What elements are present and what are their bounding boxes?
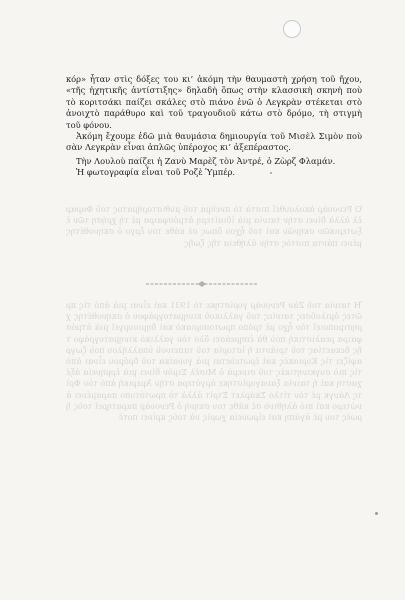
ornament-divider — [146, 281, 258, 287]
paragraph-cast: Τὴν Λουλοὺ παίζει ἡ Ζανὺ Μαρὲζ τὸν Ἀντρέ, ὁ Ζὼρζ Φλαμάν. — [76, 155, 336, 166]
bleed-through-text-top: Ὁ Ρενουὰρ ἀκολουθεῖ πιστὰ τὸ πνεῦμα τοῦ μυθιστορήματος τοῦ Φαραρὲλ ἀλλὰ δίνει στὴν ταινία μιὰ ἰδιαίτερη ἀτμόσφαιρα μὲ τὴ χρήση τῶν ἐξωτερικῶν σκηνῶν καὶ τοῦ ἦχου ὅπως σὲ κάθε του ἔργο ὁ σκηνοθέτης μένει πάντα πιστὸς στὴν ἀλήθεια τῆς ζωῆς — [66, 204, 362, 248]
paper-speck — [270, 172, 272, 174]
paragraph-photography: Ἡ φωτογραφία εἶναι τοῦ Ροζὲ Ὑμπέρ. — [76, 167, 236, 178]
article-text — [66, 74, 362, 179]
punch-hole — [283, 20, 301, 38]
paragraph-closing-critique: κόρ» ἦταν στὶς δόξες του κι’ ἀκόμη τὴν θαυμαστὴ χρήση τοῦ ἤχου, «τῆς ἠχητικῆς ἀντίστιξης» δηλαδὴ ὅπως στὴν κλασσικὴ σκηνὴ ποὺ τὸ κοριτσάκι παίζει σκάλες στὸ πιάνο ἐνῶ ὁ Λεγκρὰν στέκεται στὸ ἀνοιχτὸ παράθυρο καὶ τοῦ τραγουδιοῦ κάτω στὸ δρόμο, τὴ στιγμὴ τοῦ φόνου. — [66, 74, 362, 130]
paragraph-michel-simon: Ἀκόμη ἔχουμε ἐδῶ μιὰ θαυμάσια δημιουργία τοῦ Μισὲλ Σιμὸν ποὺ σὰν Λεγκρὰν εἶναι ἁπλῶς ὑπέροχος κι’ ἀξεπέραστος. — [66, 131, 362, 153]
paper-speck — [375, 512, 378, 515]
bleed-through-text-bottom: Ἡ ταινία τοῦ Ζὰν Ρενουὰρ γυρίστηκε τὸ 1931 καὶ εἶναι μιὰ ἀπὸ τὶς πρῶτες ὁμιλοῦσες ταινίες τοῦ γαλλικοῦ κινηματογράφου ὁ σκηνοθέτης χρησιμοποιεῖ τὸν ἦχο μὲ τρόπο πρωτοποριακὸ καὶ δημιουργεῖ μιὰ ἀτμόσφαιρα ρεαλιστικὴ ποὺ θὰ ἐπηρεάσει ὅλο τὸν γαλλικὸ κινηματογράφο τῆς δεκαετίας τοῦ τριάντα ἡ ἱστορία τοῦ ταπεινοῦ ὑπαλλήλου ποὺ ζωγραφίζει τὶς Κυριακὲς καὶ ἐρωτεύεται μιὰ γυναίκα τοῦ δρόμου εἶναι ἀπὸ τὶς πιὸ συγκινητικὲς τοῦ σινεμὰ ὁ Μισὲλ Σιμὸν δίνει μιὰ ἑρμηνεία ἀξέχαστη καὶ ἡ ταινία ξαναγυρίστηκε ἀργότερα στὴν Ἀμερικὴ ἀπὸ τὸν Φρὶτς Λάνγκ μὲ τὸν τίτλο Σκάρλετ Στρὶτ ἀλλὰ τὸ πρωτότυπο παραμένει ἀνώτερο καὶ πιὸ ἀληθινὸ σὲ κάθε του σκηνὴ ὁ Ρενουὰρ παρατηρεῖ τοὺς ἥρωές του μὲ ἀγάπη καὶ εἰρωνεία χωρὶς νὰ τοὺς κρίνει ποτὲ — [66, 300, 362, 423]
